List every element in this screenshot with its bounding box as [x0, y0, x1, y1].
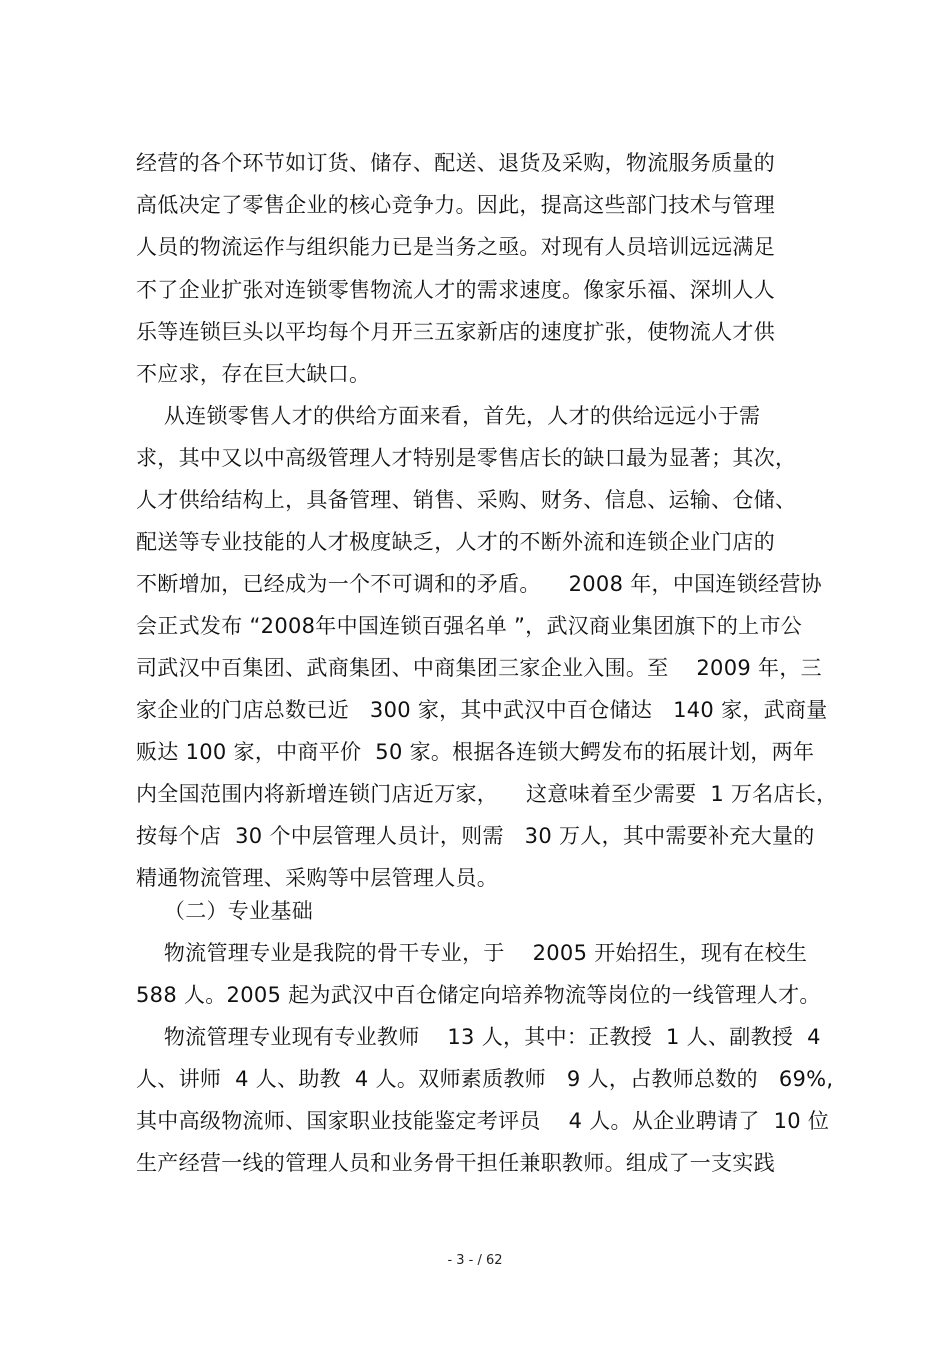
- text-line: 不了企业扩张对连锁零售物流人才的需求速度。像家乐福、深圳人人: [136, 278, 775, 302]
- page-number: - 3 - / 62: [447, 1253, 503, 1268]
- text-line: 贩达 100 家，中商平价 50 家。根据各连锁大鳄发布的拓展计划，两年: [136, 740, 815, 764]
- text-line: 不应求，存在巨大缺口。: [136, 362, 371, 386]
- text-line: 不断增加，已经成为一个不可调和的矛盾。 2008 年，中国连锁经营协: [136, 572, 822, 596]
- text-line: 人员的物流运作与组织能力已是当务之亟。对现有人员培训远远满足: [136, 235, 775, 259]
- text-line: 求，其中又以中高级管理人才特别是零售店长的缺口最为显著；其次，: [136, 446, 797, 470]
- text-line: 司武汉中百集团、武商集团、中商集团三家企业入围。至 2009 年，三: [136, 656, 822, 680]
- text-line: 精通物流管理、采购等中层管理人员。: [136, 866, 499, 890]
- text-line: 按每个店 30 个中层管理人员计，则需 30 万人，其中需要补充大量的: [136, 824, 815, 848]
- section-heading: （二）专业基础: [136, 899, 314, 923]
- text-line: 从连锁零售人才的供给方面来看，首先，人才的供给远远小于需: [136, 404, 761, 428]
- text-line: 物流管理专业是我院的骨干专业，于 2005 开始招生，现有在校生: [136, 941, 808, 965]
- text-line: 人、讲师 4 人、助教 4 人。双师素质教师 9 人，占教师总数的 69%,: [136, 1067, 834, 1091]
- text-line: 高低决定了零售企业的核心竞争力。因此，提高这些部门技术与管理: [136, 193, 775, 217]
- text-line: 588 人。2005 起为武汉中百仓储定向培养物流等岗位的一线管理人才。: [136, 983, 821, 1007]
- text-line: 乐等连锁巨头以平均每个月开三五家新店的速度扩张，使物流人才供: [136, 320, 775, 344]
- text-line: 会正式发布 “2008年中国连锁百强名单 ”，武汉商业集团旗下的上市公: [136, 614, 803, 638]
- text-line: 家企业的门店总数已近 300 家，其中武汉中百仓储达 140 家，武商量: [136, 698, 828, 722]
- text-line: 其中高级物流师、国家职业技能鉴定考评员 4 人。从企业聘请了 10 位: [136, 1109, 830, 1133]
- text-line: 生产经营一线的管理人员和业务骨干担任兼职教师。组成了一支实践: [136, 1151, 775, 1175]
- text-line: 内全国范围内将新增连锁门店近万家， 这意味着至少需要 1 万名店长，: [136, 782, 838, 806]
- text-line: 配送等专业技能的人才极度缺乏，人才的不断外流和连锁企业门店的: [136, 530, 775, 554]
- text-line: 经营的各个环节如订货、储存、配送、退货及采购，物流服务质量的: [136, 151, 775, 175]
- text-line: 物流管理专业现有专业教师 13 人，其中：正教授 1 人、副教授 4: [136, 1025, 821, 1049]
- text-line: 人才供给结构上，具备管理、销售、采购、财务、信息、运输、仓储、: [136, 488, 797, 512]
